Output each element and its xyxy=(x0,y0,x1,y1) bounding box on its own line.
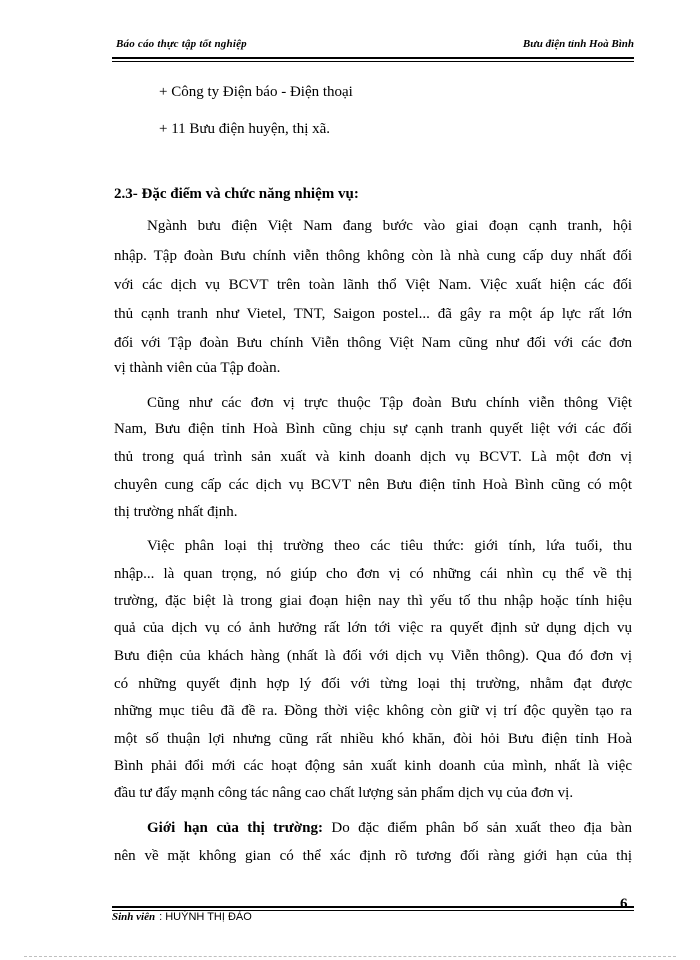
footer-student-name: : HUỲNH THỊ ĐÀO xyxy=(159,911,252,923)
header-rule-thick xyxy=(112,57,634,59)
paragraph-1-line: với các dịch vụ BCVT trên toàn lãnh thổ Việt Nam. Việc xuất hiện các đối xyxy=(114,277,632,293)
paragraph-3-line: nhập... là quan trọng, nó giúp cho đơn vị có những cái nhìn cụ thể về thị xyxy=(114,566,632,582)
footer-label: Sinh viên xyxy=(112,911,156,923)
list-item: + 11 Bưu điện huyện, thị xã. xyxy=(159,121,331,137)
paragraph-3-line: những mục tiêu đã đề ra. Đồng thời việc không còn giữ vị trí độc quyền tạo ra xyxy=(114,703,632,719)
paragraph-3-line: quả của dịch vụ có ảnh hưởng rất lớn tới việc ra quyết định sử dụng dịch vụ xyxy=(114,620,632,636)
page-footer xyxy=(112,911,252,923)
paragraph-3-line: trường, đặc biệt là trong giai đoạn hiện nay thì yếu tố thu nhập hoặc tính hiệu xyxy=(114,593,632,609)
paragraph-4-line: nên về mặt không gian có thể xác định rõ tương đối ràng giới hạn của thị xyxy=(114,848,632,864)
paragraph-3-line: Bưu điện của khách hàng (nhất là đối với dịch vụ Viễn thông). Qua đó đơn vị xyxy=(114,648,632,664)
paragraph-2-line: thị trường nhất định. xyxy=(114,504,238,520)
page-header xyxy=(112,36,634,56)
page-bottom-divider xyxy=(24,956,676,957)
list-item: + Công ty Điện báo - Điện thoại xyxy=(159,84,353,100)
paragraph-2-line: thủ trong quá trình sản xuất và kinh doanh dịch vụ BCVT. Là một đơn vị xyxy=(114,449,632,465)
paragraph-1-line: đối với Tập đoàn Bưu chính Viễn thông Việt Nam cũng như đối với các đơn xyxy=(114,335,632,351)
paragraph-1-line: thủ cạnh tranh như Vietel, TNT, Saigon postel... đã gây ra một áp lực rất lớn xyxy=(114,306,632,322)
paragraph-1-line: nhập. Tập đoàn Bưu chính viễn thông không còn là nhà cung cấp duy nhất đối xyxy=(114,248,632,264)
paragraph-4-lead: Giới hạn của thị trường: xyxy=(147,820,323,836)
paragraph-4-first-rest: Do đặc điểm phân bố sản xuất theo địa bàn xyxy=(322,820,632,836)
paragraph-3-line: đầu tư đẩy mạnh công tác nâng cao chất lượng sản phẩm dịch vụ của đơn vị. xyxy=(114,785,574,801)
paragraph-3-line: Bình phải đổi mới các hoạt động sản xuất kinh doanh của mình, nhất là việc xyxy=(114,758,632,774)
header-rule-thin xyxy=(112,61,634,62)
paragraph-3-line: Việc phân loại thị trường theo các tiêu thức: giới tính, lứa tuổi, thu xyxy=(147,538,632,554)
header-organization: Bưu điện tỉnh Hoà Bình xyxy=(522,38,634,50)
page-number: 6 xyxy=(620,896,628,912)
header-report-title: Báo cáo thực tập tốt nghiệp xyxy=(116,38,247,50)
paragraph-1-line: Ngành bưu điện Việt Nam đang bước vào giai đoạn cạnh tranh, hội xyxy=(147,218,632,234)
section-heading: 2.3- Đặc điểm và chức năng nhiệm vụ: xyxy=(114,186,359,202)
paragraph-2-line: Cũng như các đơn vị trực thuộc Tập đoàn Bưu chính viễn thông Việt xyxy=(147,395,632,411)
paragraph-2-line: chuyên cung cấp các dịch vụ BCVT nên Bưu điện tỉnh Hoà Bình cũng có một xyxy=(114,477,632,493)
paragraph-3-line: một số thuận lợi nhưng cũng rất nhiều khó khăn, đòi hỏi Bưu điện tỉnh Hoà xyxy=(114,731,632,747)
paragraph-1-line: vị thành viên của Tập đoàn. xyxy=(114,360,281,376)
paragraph-2-line: Nam, Bưu điện tỉnh Hoà Bình cũng chịu sự cạnh tranh quyết liệt với các đối xyxy=(114,421,632,437)
footer-rule-thick xyxy=(112,906,634,908)
paragraph-4-first-line xyxy=(147,819,632,837)
paragraph-3-line: có những quyết định hợp lý đối với từng loại thị trường, nhằm đạt được xyxy=(114,676,632,692)
